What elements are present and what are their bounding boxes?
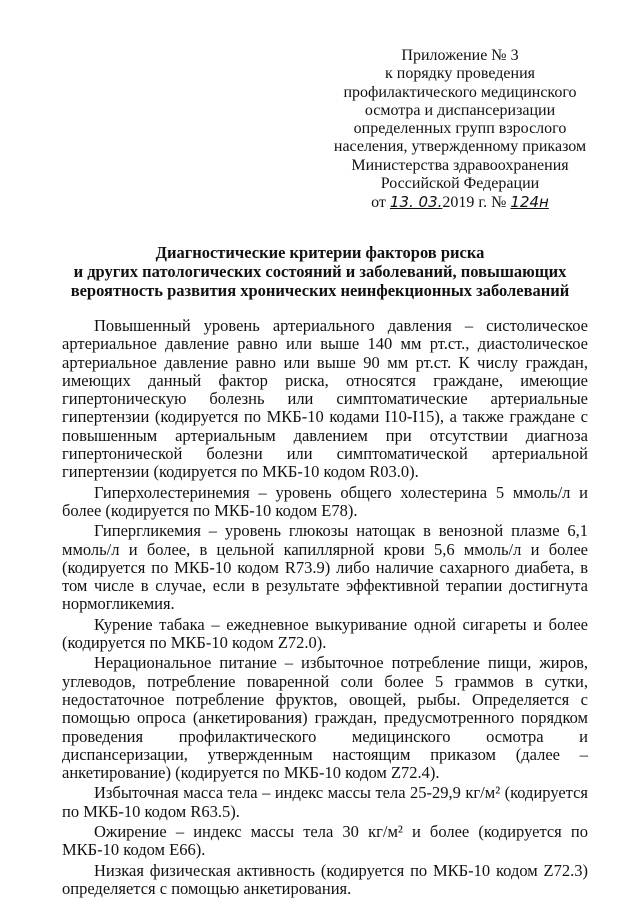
title-line: вероятность развития хронических неинфекционных заболеваний (70, 281, 570, 300)
header-line: определенных групп взрослого (353, 120, 567, 138)
header-line: к порядку проведения (384, 65, 536, 83)
document-body (62, 317, 588, 898)
date-year: 2019 г. № (442, 194, 507, 212)
handwritten-order-number: 124н (510, 193, 549, 212)
paragraph-obesity: Ожирение – индекс массы тела 30 кг/м² и более (кодируется по МКБ-10 кодом E66). (62, 822, 588, 860)
order-date-line (310, 193, 610, 212)
paragraph-hypertension: Повышенный уровень артериального давления – систолическое артериальное давление равно или выше 140 мм рт.ст., диастолическое артериальное давление равно или выше 90 мм рт.ст. К числу граждан, имеющих данный фактор риска, относятся граждане, имеющие гипертоническую болезнь или симптоматические артериальные гипертензии (кодируется по МКБ-10 кодами I10-I15), а также граждане с повышенным артериальным давлением при отсутствии диагноза гипертонической болезни или симптоматической артериальной гипертензии (кодируется по МКБ-10 кодом R03.0). (62, 316, 588, 482)
date-prefix: от (371, 194, 386, 212)
paragraph-low-physical-activity: Низкая физическая активность (кодируется по МКБ-10 кодом Z72.3) определяется с помощью анкетирования. (62, 860, 588, 898)
document-title (40, 243, 600, 300)
paragraph-hypercholesterolemia: Гиперхолестеринемия – уровень общего холестерина 5 ммоль/л и более (кодируется по МКБ-10 кодом E78). (62, 482, 588, 520)
paragraph-hyperglycemia: Гипергликемия – уровень глюкозы натощак в венозной плазме 6,1 ммоль/л и более, в цельной капиллярной крови 5,6 ммоль/л и более (кодируется по МКБ-10 кодом R73.9) либо наличие сахарного диабета, в том числе в случае, если в результате эффективной терапии достигнута нормогликемия. (62, 521, 588, 614)
title-line: Диагностические критерии факторов риска (155, 243, 485, 262)
appendix-header (310, 47, 610, 213)
paragraph-smoking: Курение табака – ежедневное выкуривание одной сигареты и более (кодируется по МКБ-10 кодом Z72.0). (62, 614, 588, 653)
header-line: Министерства здравоохранения (351, 156, 569, 174)
header-line: Приложение № 3 (401, 47, 519, 64)
header-line: Российской Федерации (380, 175, 540, 193)
title-line: и других патологических состояний и заболеваний, повышающих (73, 262, 567, 281)
handwritten-date: 13. 03. (389, 193, 443, 212)
header-line: осмотра и диспансеризации (364, 101, 556, 119)
header-line: профилактического медицинского (343, 83, 577, 101)
paragraph-unhealthy-diet: Нерациональное питание – избыточное потребление пищи, жиров, углеводов, потребление поваренной соли более 5 граммов в сутки, недостаточное потребление фруктов, овощей, рыбы. Определяется с помощью опроса (анкетирования) граждан, предусмотренного порядком проведения профилактического медицинского осмотра и диспансеризации, утвержденным настоящим приказом (далее – анкетирование) (кодируется по МКБ-10 кодом Z72.4). (62, 653, 588, 783)
header-line: населения, утвержденному приказом (333, 138, 587, 156)
paragraph-overweight: Избыточная масса тела – индекс массы тела 25-29,9 кг/м² (кодируется по МКБ-10 кодом R63.5). (62, 783, 588, 821)
